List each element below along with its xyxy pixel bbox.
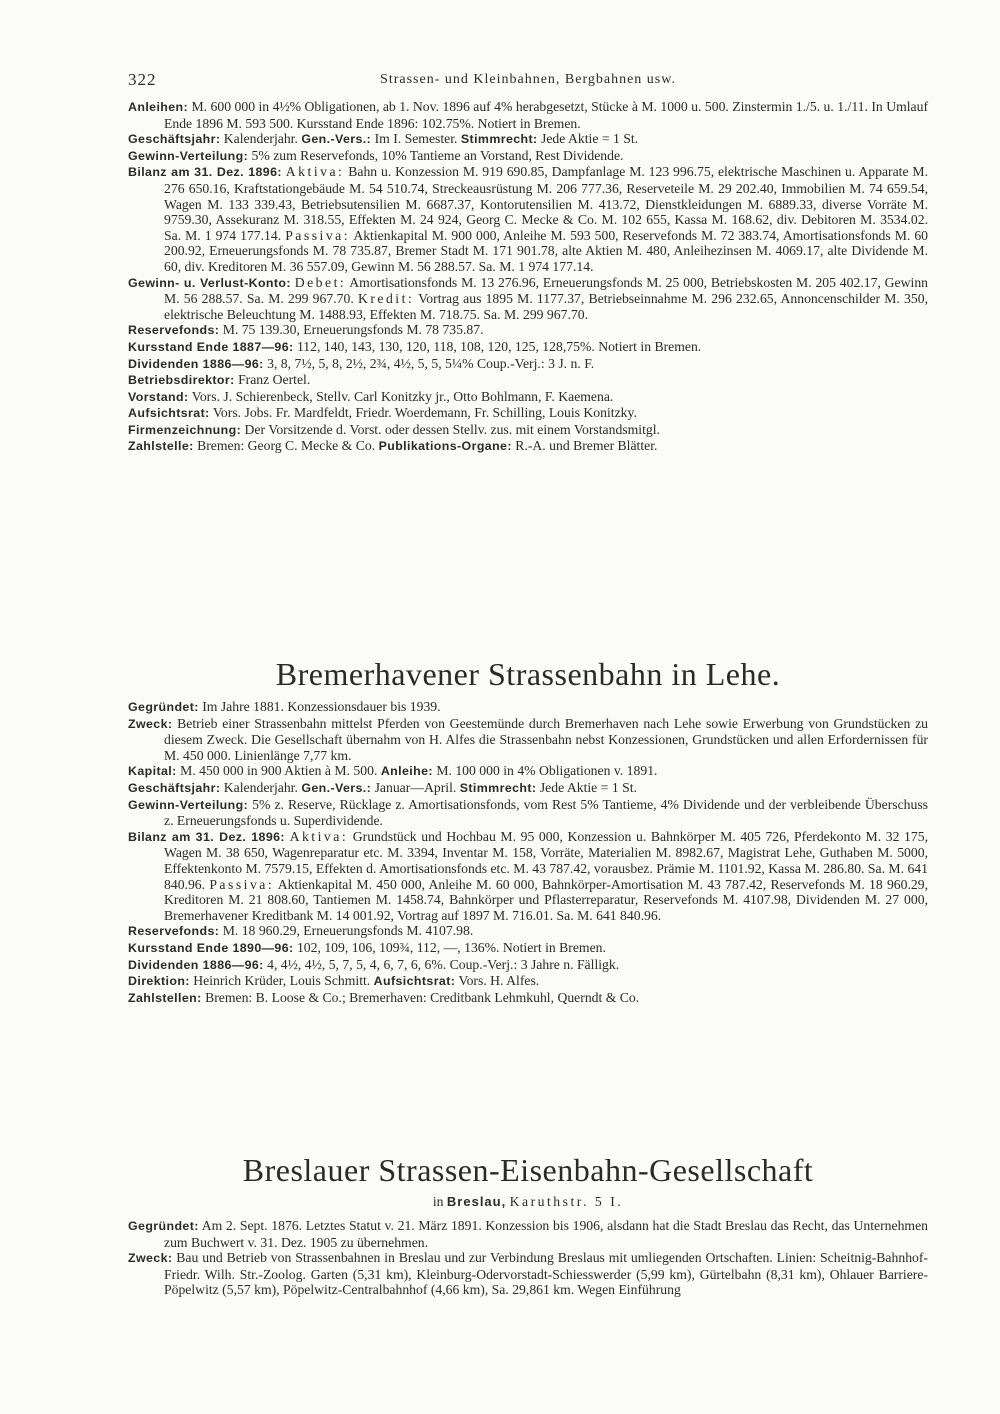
dividenden-entry: Dividenden 1886—96: 4, 4½, 4½, 5, 7, 5, 4, 6, 7, 6, 6%. Coup.-Verj.: 3 Jahre n. Fälligk. — [128, 956, 620, 972]
kapital-entry: Kapital: M. 450 000 in 900 Aktien à M. 500. Anleihe: M. 100 000 in 4% Obligationen v. 1891. — [128, 763, 658, 779]
kursstand-entry: Kursstand Ende 1887—96: 112, 140, 143, 130, 120, 118, 108, 120, 125, 128,75%. Notiert in Bremen. — [128, 338, 702, 354]
company2-title: Bremerhavener Strassenbahn in Lehe. — [275, 656, 781, 692]
running-head: Strassen- und Kleinbahnen, Bergbahnen usw. — [380, 72, 676, 87]
gewinnverteilung-entry: Gewinn-Verteilung: 5% zum Reservefonds, 10% Tantieme an Vorstand, Rest Dividende. — [128, 147, 624, 163]
company2-section — [128, 699, 928, 1006]
gegruendet-entry: Gegründet: Am 2. Sept. 1876. Letztes Statut v. 21. März 1891. Konzession bis 1906, alsdann hat die Stadt Breslau das Recht, das Unternehmen zum Buchwert v. 31. Dez. 1905 zu übernehmen. — [128, 1218, 928, 1250]
reservefonds-entry: Reservefonds: M. 18 960.29, Erneuerungsfonds M. 4107.98. — [128, 923, 474, 939]
geschaeftsjahr-entry: Geschäftsjahr: Kalenderjahr. Gen.-Vers.: Januar—April. Stimmrecht: Jede Aktie = 1 St. — [128, 779, 637, 795]
company3-section — [128, 1218, 928, 1298]
gegruendet-entry: Gegründet: Im Jahre 1881. Konzessionsdauer bis 1939. — [128, 699, 441, 714]
dividenden-entry: Dividenden 1886—96: 3, 8, 7½, 5, 8, 2½, 2¾, 4½, 5, 5, 5¼% Coup.-Verj.: 3 J. n. F. — [128, 355, 595, 371]
page-header — [128, 70, 928, 94]
betriebsdirektor-entry: Betriebsdirektor: Franz Oertel. — [128, 372, 311, 388]
anleihen-entry: Anleihen: M. 600 000 in 4½% Obligationen, ab 1. Nov. 1896 auf 4% herabgesetzt, Stücke à M. 1000 u. 500. Zinstermin 1./5. u. 1./11. In Umlauf Ende 1896 M. 593 500. Kursstand Ende 1896: 102.75%. Notiert in Bremen. — [128, 99, 929, 131]
company1-section — [128, 99, 928, 455]
gewinnverteilung-entry: Gewinn-Verteilung: 5% z. Reserve, Rücklage z. Amortisationsfonds, vom Rest 5% Tantieme, 4% Dividende und der verbleibende Überschuss z. Erneuerungsfonds u. Superdividende. — [128, 796, 928, 829]
reservefonds-entry: Reservefonds: M. 75 139.30, Erneuerungsfonds M. 78 735.87. — [128, 322, 484, 338]
kursstand-entry: Kursstand Ende 1890—96: 102, 109, 106, 109¾, 112, —, 136%. Notiert in Bremen. — [128, 939, 606, 955]
bilanz-entry: Bilanz am 31. Dez. 1896: Aktiva: Bahn u. Konzession M. 919 690.85, Dampfanlage M. 123 996.75, elektrische Maschinen u. Apparate M. 276 650.16, Kraftstationgebäude M. 54 510.74, Streckeausrüstung M. 206 777.36, Reserveteile M. 29 202.40, Immobilien M. 74 659.54, Wagen M. 133 339.43, Betriebsutensilien M. 6687.37, Kontorutensilien M. 413.72, Dienstkleidungen M. 6889.33, diverse Vorräte M. 9759.30, Assekuranz M. 318.55, Effekten M. 24 924, Georg C. Mecke & Co. M. 102 655, Kassa M. 168.62, div. Debitoren M. 3534.02. Sa. M. 1 974 177.14. Passiva: Aktienkapital M. 900 000, Anleihe M. 593 500, Reservefonds M. 72 383.74, Amortisationsfonds M. 60 200.92, Erneuerungsfonds M. 78 735.87, Bremer Stadt M. 171 901.78, alte Aktien M. 480, Anleihezinsen M. 4069.17, alte Dividende M. 60, div. Kreditoren M. 36 557.09, Gewinn M. 56 288.57. Sa. M. 1 974 177.14. — [128, 164, 929, 274]
page-number: 322 — [128, 70, 157, 89]
zweck-entry: Zweck: Bau und Betrieb von Strassenbahnen in Breslau und zur Verbindung Breslaus mit umliegenden Ortschaften. Linien: Scheitnig-Bahnhof-Friedr. Wilh. Str.-Zoolog. Garten (5,31 km), Kleinburg-Odervorstadt-Schiesswerder (5,99 km), Gürtelbahn (8,31 km), Ohlauer Barriere-Pöpelwitz (5,57 km), Pöpelwitz-Centralbahnhof (4,66 km), Sa. 29,861 km. Wegen Einführung — [128, 1250, 928, 1298]
guv-entry: Gewinn- u. Verlust-Konto: Debet: Amortisationsfonds M. 13 276.96, Erneuerungsfonds M. 25 000, Betriebskosten M. 205 402.17, Gewinn M. 56 288.57. Sa. M. 299 967.70. Kredit: Vortrag aus 1895 M. 1177.37, Betriebseinnahme M. 296 232.65, Annoncenschilder M. 350, elektrische Beleuchtung M. 1488.93, Effekten M. 718.75. Sa. M. 299 967.70. — [128, 274, 929, 322]
vorstand-entry: Vorstand: Vors. J. Schierenbeck, Stellv. Carl Konitzky jr., Otto Bohlmann, F. Kaemena. — [128, 388, 614, 404]
zahlstellen-entry: Zahlstellen: Bremen: B. Loose & Co.; Bremerhaven: Creditbank Lehmkuhl, Querndt & Co. — [128, 989, 640, 1005]
company3-subtitle: in Breslau, Karuthstr. 5 I. — [432, 1194, 624, 1209]
zweck-entry: Zweck: Betrieb einer Strassenbahn mittelst Pferden von Geestemünde durch Bremerhaven nach Lehe sowie Erwerbung von Grundstücken zu diesem Zweck. Die Gesellschaft übernahm von H. Alfes die Strassenbahn nebst Konzessionen, Grundstücken und allen Erfordernissen für M. 450 000. Linienlänge 7,77 km. — [128, 715, 928, 763]
aufsichtsrat-entry: Aufsichtsrat: Vors. Jobs. Fr. Mardfeldt, Friedr. Woerdemann, Fr. Schilling, Louis Konitzky. — [128, 405, 637, 421]
firmenzeichnung-entry: Firmenzeichnung: Der Vorsitzende d. Vorst. oder dessen Stellv. zus. mit einem Vorstandsmitgl. — [128, 421, 660, 437]
direktion-entry: Direktion: Heinrich Krüder, Louis Schmitt. Aufsichtsrat: Vors. H. Alfes. — [128, 973, 540, 989]
company3-title: Breslauer Strassen-Eisenbahn-Gesellschaft — [242, 1152, 814, 1188]
zahlstelle-entry: Zahlstelle: Bremen: Georg C. Mecke & Co. Publikations-Organe: R.-A. und Bremer Blätter. — [128, 438, 658, 454]
geschaeftsjahr-entry: Geschäftsjahr: Kalenderjahr. Gen.-Vers.: Im I. Semester. Stimmrecht: Jede Aktie = 1 St. — [128, 131, 639, 147]
bilanz-entry: Bilanz am 31. Dez. 1896: Aktiva: Grundstück und Hochbau M. 95 000, Konzession u. Bahnkörper M. 405 726, Pferdekonto M. 32 175, Wagen M. 38 650, Wagenreparatur etc. M. 3394, Inventar M. 158, Vorräte, Materialien M. 8982.67, Magistrat Lehe, Guthaben M. 5000, Effektenkonto M. 7579.15, Effekten d. Amortisationsfonds etc. M. 43 787.42, vorausbez. Prämie M. 1101.92, Kassa M. 286.80. Sa. M. 641 840.96. Passiva: Aktienkapital M. 450 000, Anleihe M. 60 000, Bahnkörper-Amortisation M. 43 787.42, Reservefonds M. 18 960.29, Kreditoren M. 21 808.60, Tantiemen M. 1458.74, Bahnkörper und Pflasterreparatur, Reservefonds M. 4107.98, Dividenden M. 27 000, Bremerhavener Kreditbank M. 14 001.92, Vortrag auf 1897 M. 716.01. Sa. M. 641 840.96. — [128, 828, 929, 923]
